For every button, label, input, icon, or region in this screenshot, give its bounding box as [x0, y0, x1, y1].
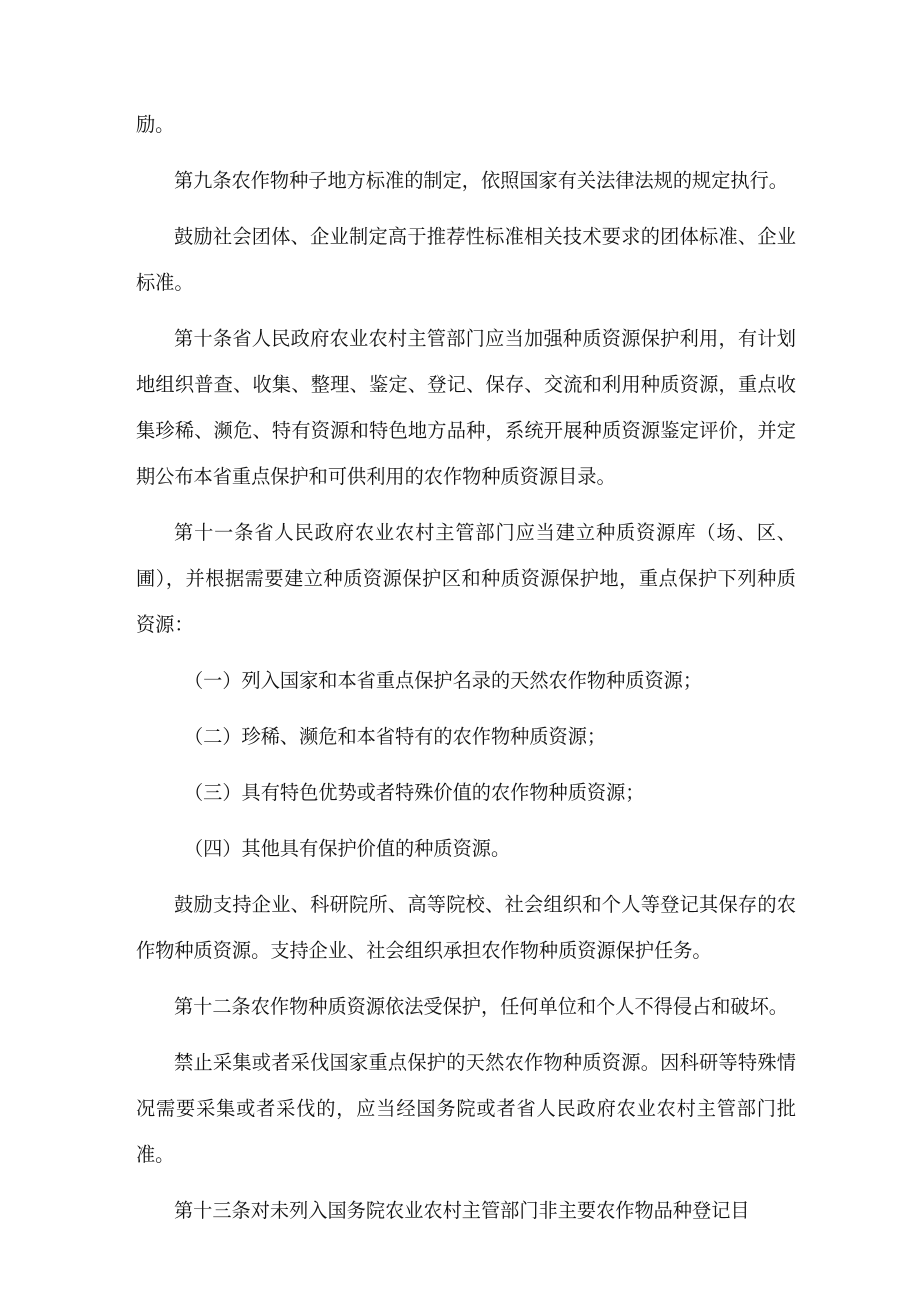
article-11-paragraph: 第十一条省人民政府农业农村主管部门应当建立种质资源库（场、区、圃），并根据需要建立种质资源保护区和种质资源保护地，重点保护下列种质资源：	[136, 521, 796, 636]
paragraph-standards-encouragement: 鼓励社会团体、企业制定高于推荐性标准相关技术要求的团体标准、企业标准。	[136, 225, 796, 294]
article-12-paragraph: 第十二条农作物种质资源依法受保护，任何单位和个人不得侵占和破坏。	[174, 995, 788, 1018]
list-item-4: （四）其他具有保护价值的种质资源。	[184, 837, 511, 860]
article-9-paragraph: 第九条农作物种子地方标准的制定，依照国家有关法律法规的规定执行。	[174, 169, 788, 192]
document-body	[136, 102, 796, 1244]
article-13-paragraph: 第十三条对未列入国务院农业农村主管部门非主要农作物品种登记目	[174, 1199, 750, 1222]
article-10-paragraph: 第十条省人民政府农业农村主管部门应当加强种质资源保护利用，有计划地组织普查、收集、整理、鉴定、登记、保存、交流和利用种质资源，重点收集珍稀、濒危、特有资源和特色地方品种，系统开展种质资源鉴定评价，并定期公布本省重点保护和可供利用的农作物种质资源目录。	[136, 327, 796, 488]
paragraph-support-registration: 鼓励支持企业、科研院所、高等院校、社会组织和个人等登记其保存的农作物种质资源。支持企业、社会组织承担农作物种质资源保护任务。	[136, 893, 796, 962]
list-item-3: （三）具有特色优势或者特殊价值的农作物种质资源；	[184, 781, 645, 804]
list-item-1: （一）列入国家和本省重点保护名录的天然农作物种质资源；	[184, 669, 703, 692]
paragraph-prohibition: 禁止采集或者采伐国家重点保护的天然农作物种质资源。因科研等特殊情况需要采集或者采伐的，应当经国务院或者省人民政府农业农村主管部门批准。	[136, 1051, 796, 1166]
paragraph-1: 励。	[136, 113, 175, 136]
list-item-2: （二）珍稀、濒危和本省特有的农作物种质资源；	[184, 725, 607, 748]
